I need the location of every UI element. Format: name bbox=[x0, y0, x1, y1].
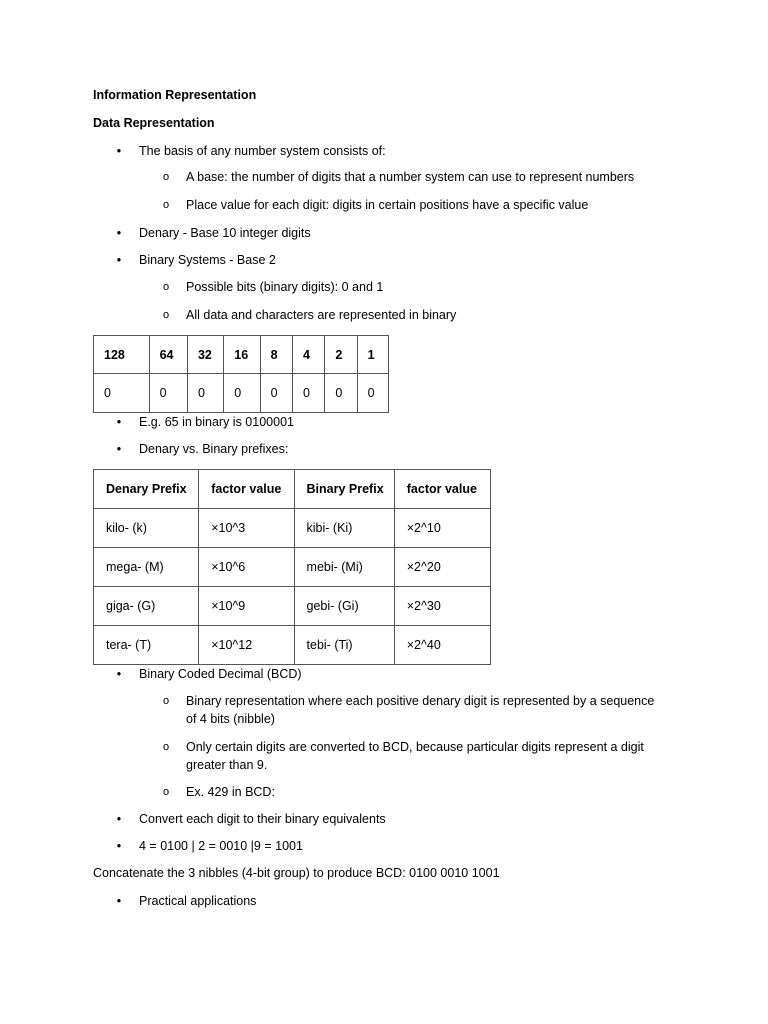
sub-list-item: Binary representation where each positive denary digit is represented by a sequence bbox=[186, 694, 655, 708]
sub-list-item: All data and characters are represented in binary bbox=[186, 308, 457, 322]
table-cell: ×2^40 bbox=[394, 626, 490, 665]
table-cell: gebi- (Gi) bbox=[294, 587, 394, 626]
table-cell: ×2^30 bbox=[394, 587, 490, 626]
bullet-glyph: • bbox=[116, 253, 122, 267]
sub-list-item: Possible bits (binary digits): 0 and 1 bbox=[186, 280, 384, 294]
sub-bullet-glyph: o bbox=[162, 741, 170, 753]
table-header-cell: 128 bbox=[94, 336, 150, 374]
table-header-cell: Denary Prefix bbox=[94, 470, 199, 509]
table-header-cell: 1 bbox=[357, 336, 388, 374]
table-cell: mebi- (Mi) bbox=[294, 548, 394, 587]
list-item: Binary Systems - Base 2 bbox=[139, 253, 276, 267]
table-cell: giga- (G) bbox=[94, 587, 199, 626]
sub-bullet-glyph: o bbox=[162, 281, 170, 293]
table-cell: 0 bbox=[292, 374, 324, 413]
bullet-glyph: • bbox=[116, 144, 122, 158]
bullet-glyph: • bbox=[116, 894, 122, 908]
table-header-cell: factor value bbox=[199, 470, 294, 509]
document-title: Information Representation bbox=[93, 88, 257, 102]
table-cell: kibi- (Ki) bbox=[294, 509, 394, 548]
table-cell: kilo- (k) bbox=[94, 509, 199, 548]
table-cell: ×10^3 bbox=[199, 509, 294, 548]
table-header-cell: 16 bbox=[224, 336, 260, 374]
section-heading: Data Representation bbox=[93, 116, 215, 130]
sub-list-item: A base: the number of digits that a number system can use to represent numbers bbox=[186, 170, 635, 184]
table-cell: tera- (T) bbox=[94, 626, 199, 665]
list-item: Binary Coded Decimal (BCD) bbox=[139, 667, 302, 681]
table-cell: 0 bbox=[224, 374, 260, 413]
table-cell: 0 bbox=[94, 374, 150, 413]
table-cell: ×2^10 bbox=[394, 509, 490, 548]
sub-list-item-continued: of 4 bits (nibble) bbox=[186, 712, 275, 726]
bullet-glyph: • bbox=[116, 415, 122, 429]
prefix-table bbox=[93, 469, 491, 665]
list-item: The basis of any number system consists of: bbox=[139, 144, 386, 158]
bullet-glyph: • bbox=[116, 442, 122, 456]
binary-place-value-table bbox=[93, 335, 389, 413]
table-cell: mega- (M) bbox=[94, 548, 199, 587]
table-cell: ×2^20 bbox=[394, 548, 490, 587]
table-cell: 0 bbox=[260, 374, 292, 413]
bullet-glyph: • bbox=[116, 667, 122, 681]
table-cell: 0 bbox=[325, 374, 357, 413]
sub-list-item: Place value for each digit: digits in certain positions have a specific value bbox=[186, 198, 589, 212]
table-header-cell: 64 bbox=[149, 336, 187, 374]
sub-list-item: Ex. 429 in BCD: bbox=[186, 785, 275, 799]
table-header-cell: 32 bbox=[187, 336, 223, 374]
sub-bullet-glyph: o bbox=[162, 199, 170, 211]
list-item: Convert each digit to their binary equivalents bbox=[139, 812, 386, 826]
table-cell: 0 bbox=[187, 374, 223, 413]
list-item: Denary vs. Binary prefixes: bbox=[139, 442, 289, 456]
table-header-cell: 4 bbox=[292, 336, 324, 374]
bullet-glyph: • bbox=[116, 812, 122, 826]
sub-bullet-glyph: o bbox=[162, 171, 170, 183]
list-item: Practical applications bbox=[139, 894, 257, 908]
table-header-cell: factor value bbox=[394, 470, 490, 509]
table-cell: ×10^12 bbox=[199, 626, 294, 665]
sub-bullet-glyph: o bbox=[162, 786, 170, 798]
list-item: 4 = 0100 | 2 = 0010 |9 = 1001 bbox=[139, 839, 303, 853]
sub-bullet-glyph: o bbox=[162, 309, 170, 321]
table-cell: 0 bbox=[357, 374, 388, 413]
sub-bullet-glyph: o bbox=[162, 695, 170, 707]
paragraph: Concatenate the 3 nibbles (4-bit group) to produce BCD: 0100 0010 1001 bbox=[93, 866, 500, 880]
bullet-glyph: • bbox=[116, 226, 122, 240]
bullet-glyph: • bbox=[116, 839, 122, 853]
table-cell: tebi- (Ti) bbox=[294, 626, 394, 665]
list-item: Denary - Base 10 integer digits bbox=[139, 226, 311, 240]
table-header-cell: 8 bbox=[260, 336, 292, 374]
table-cell: ×10^9 bbox=[199, 587, 294, 626]
list-item: E.g. 65 in binary is 0100001 bbox=[139, 415, 294, 429]
table-cell: ×10^6 bbox=[199, 548, 294, 587]
sub-list-item: Only certain digits are converted to BCD, because particular digits represent a digit bbox=[186, 740, 644, 754]
table-header-cell: Binary Prefix bbox=[294, 470, 394, 509]
table-cell: 0 bbox=[149, 374, 187, 413]
sub-list-item-continued: greater than 9. bbox=[186, 758, 268, 772]
table-header-cell: 2 bbox=[325, 336, 357, 374]
